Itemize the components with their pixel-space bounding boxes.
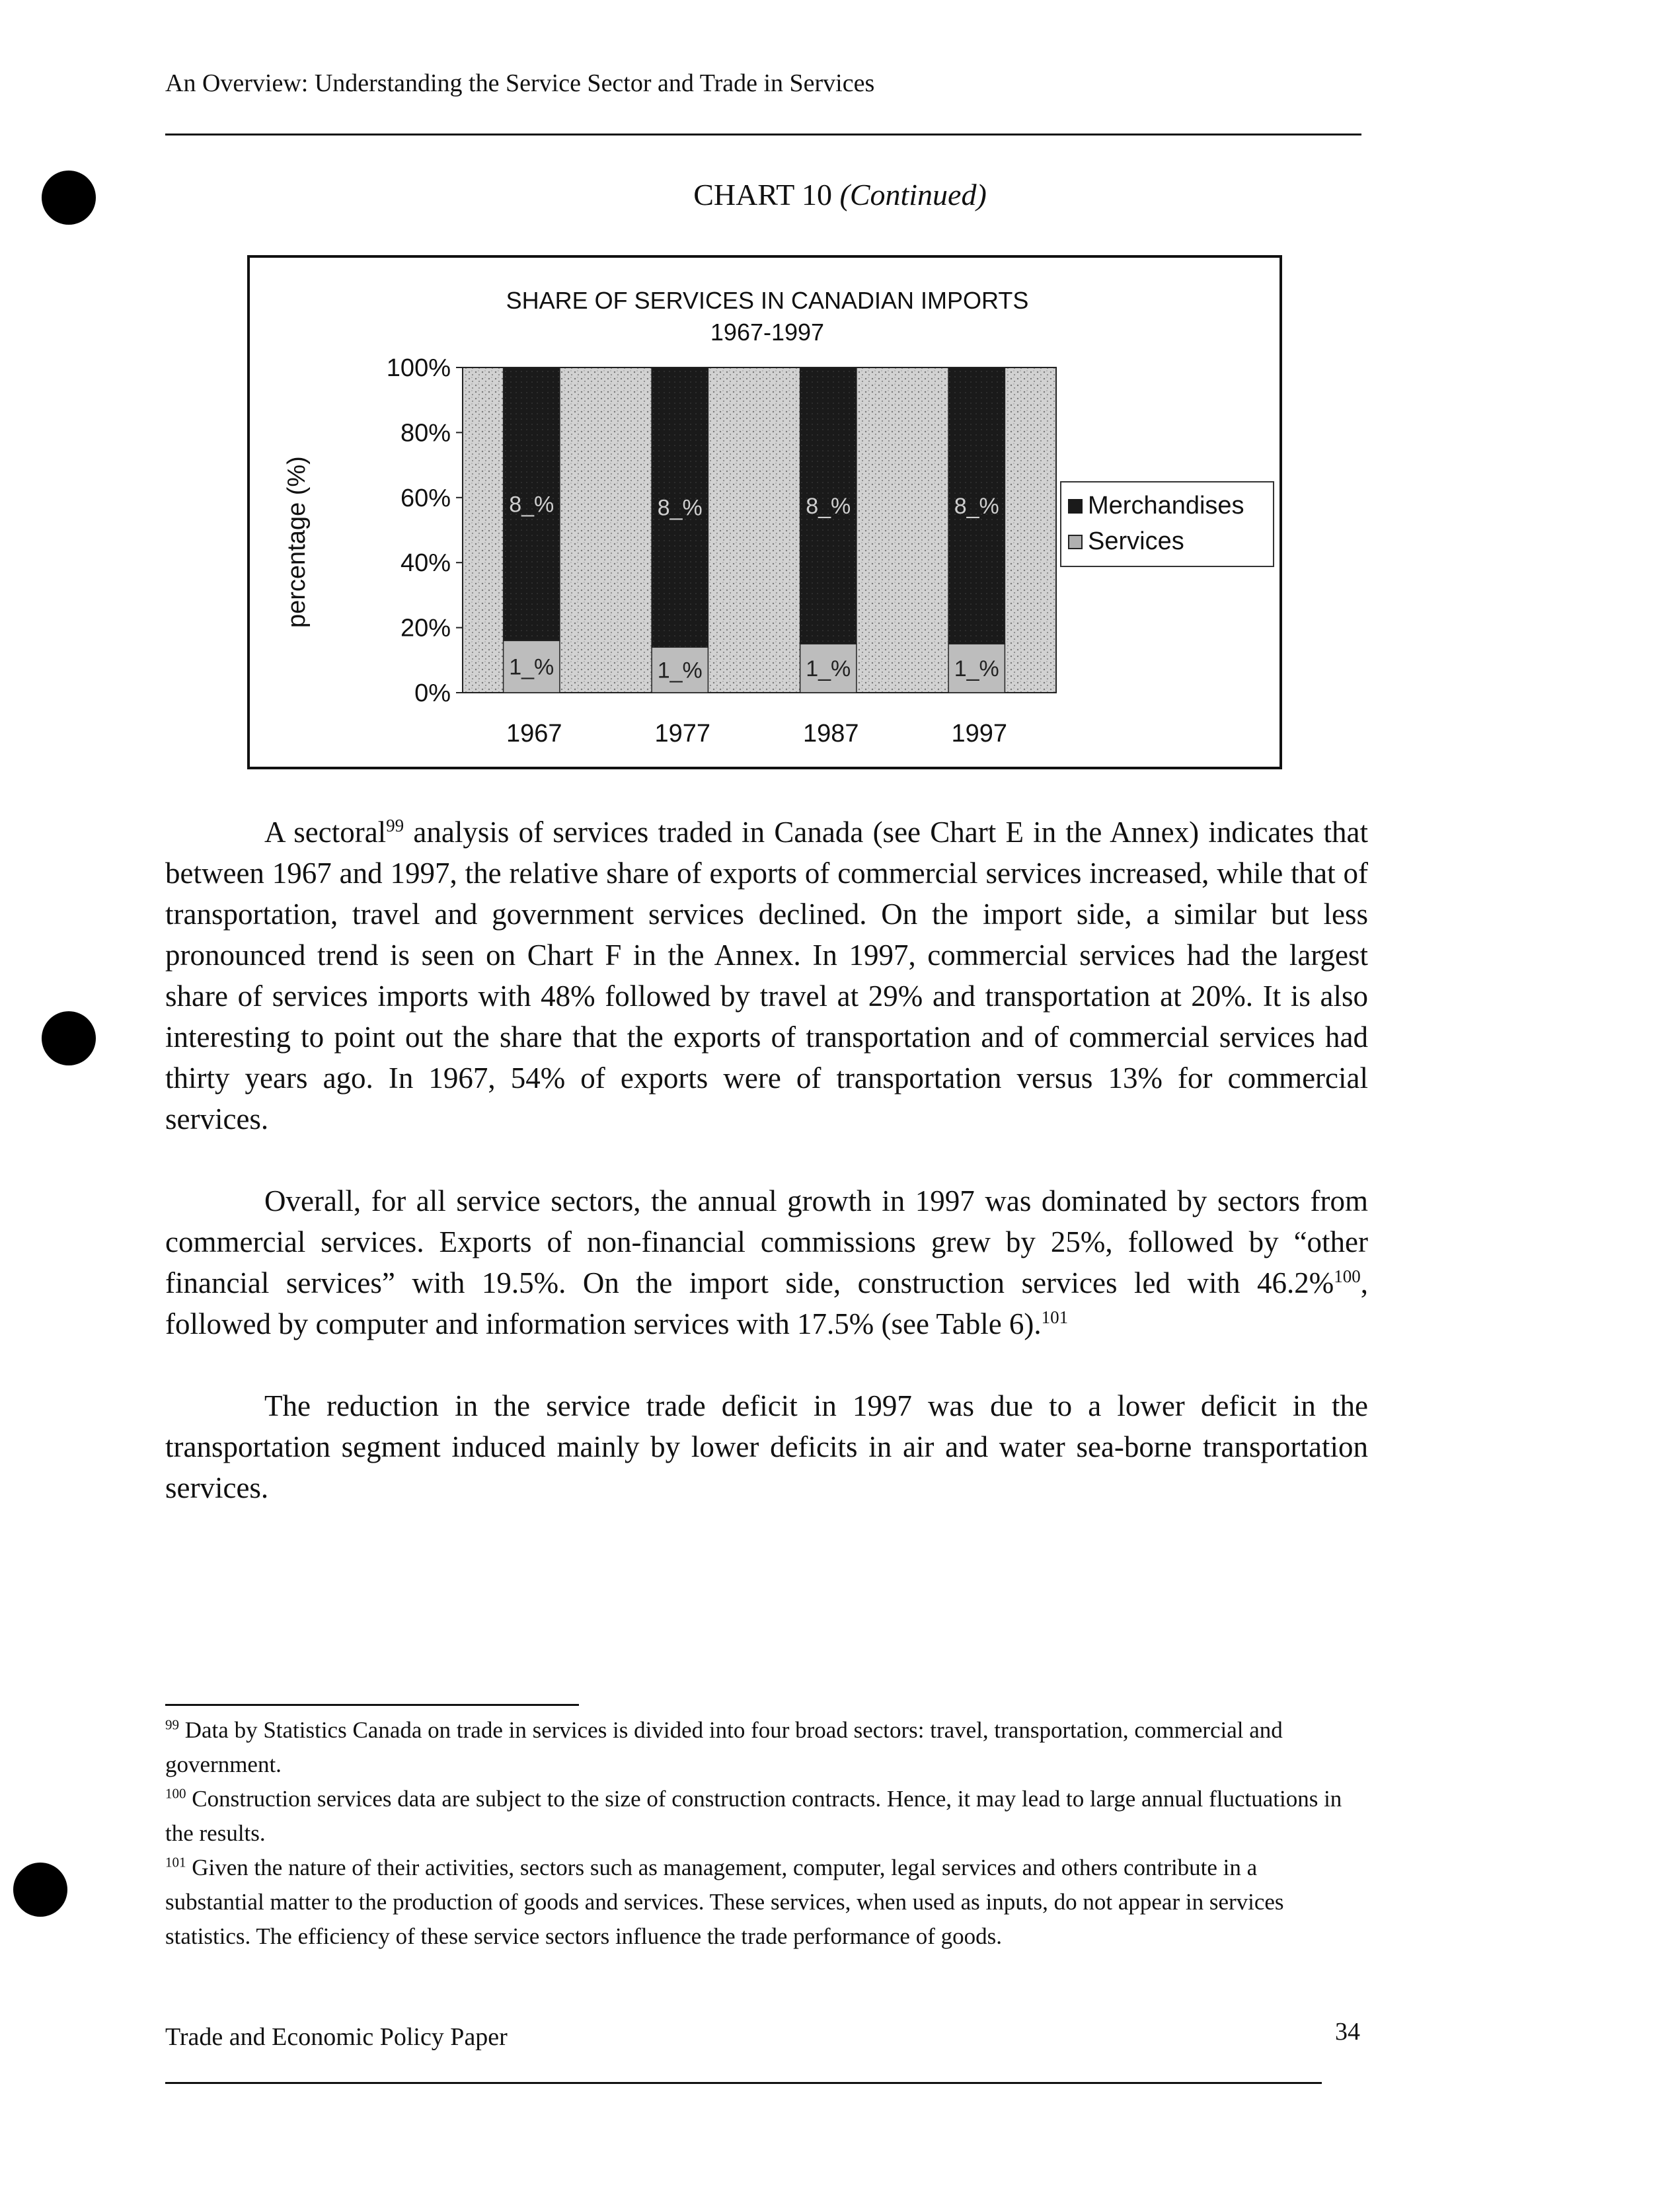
header-rule <box>165 134 1361 135</box>
paragraph-2-text-b: , followed by computer and information services with 17.5% (see Table 6). <box>165 1266 1368 1340</box>
data-label-services-1997: 1_% <box>954 656 999 682</box>
x-tick-label-1987: 1987 <box>802 720 859 748</box>
data-label-services-1977: 1_% <box>657 658 703 683</box>
x-tick-label-1977: 1977 <box>654 720 711 748</box>
chart-subtitle: 1967-1997 <box>710 319 825 346</box>
paragraph-3 <box>165 1385 1368 1508</box>
footnotes <box>165 1713 1348 1954</box>
data-label-merchandises-1987: 8_% <box>806 494 851 520</box>
chart-frame <box>247 255 1282 769</box>
chart-heading-number: CHART 10 <box>693 178 840 212</box>
running-footer: Trade and Economic Policy Paper <box>165 2023 508 2051</box>
footnote-100 <box>165 1782 1348 1851</box>
paragraph-1 <box>165 812 1368 1139</box>
y-tick-label: 0% <box>414 679 451 707</box>
y-axis-label: percentage (%) <box>283 456 311 628</box>
y-tick-label: 20% <box>400 614 451 642</box>
data-label-services-1967: 1_% <box>509 654 554 680</box>
legend-item-services <box>1068 527 1184 556</box>
footnote-ref-100: 100 <box>1334 1266 1361 1286</box>
footnote-101-number: 101 <box>165 1854 186 1870</box>
x-tick-label-1967: 1967 <box>506 720 562 748</box>
chart-legend <box>1060 481 1274 567</box>
y-ticks <box>387 354 463 707</box>
footer-rule <box>165 2082 1322 2084</box>
y-tick-label: 60% <box>400 484 451 512</box>
paragraph-3-text: The reduction in the service trade deficit in 1997 was due to a lower deficit in the transportation segment induced mainly by lower deficits in air and water sea-borne transportation services. <box>165 1389 1368 1504</box>
legend-label-merchandises: Merchandises <box>1088 492 1244 520</box>
legend-item-merchandises <box>1068 492 1244 520</box>
footnote-101-text: Given the nature of their activities, sectors such as management, computer, legal services and others contribute in a substantial matter to the production of goods and services. These services, when used as inputs, do not appear in services statistics. The efficiency of these service sectors influence the trade performance of goods. <box>165 1855 1284 1949</box>
data-label-merchandises-1997: 8_% <box>954 494 999 520</box>
footnote-99-number: 99 <box>165 1716 179 1733</box>
data-label-merchandises-1977: 8_% <box>657 495 703 521</box>
body-text <box>165 812 1368 1508</box>
chart-title: SHARE OF SERVICES IN CANADIAN IMPORTS <box>506 287 1029 314</box>
paragraph-2 <box>165 1180 1368 1344</box>
y-tick-label: 40% <box>400 549 451 578</box>
punch-hole-middle <box>42 1011 96 1065</box>
x-tick-label-1997: 1997 <box>951 720 1008 748</box>
paragraph-1-text-a: A sectoral <box>264 816 387 849</box>
footnote-101 <box>165 1851 1348 1954</box>
footnote-ref-101: 101 <box>1041 1307 1069 1327</box>
page-number: 34 <box>1335 2018 1360 2046</box>
paragraph-2-text-a: Overall, for all service sectors, the annual growth in 1997 was dominated by sectors from commercial services. Exports of non-financial commissions grew by 25%, followed by “other financial services” with 19.5%. On the import side, construction services led with 46.2% <box>165 1184 1368 1299</box>
footnote-100-number: 100 <box>165 1785 186 1802</box>
data-label-merchandises-1967: 8_% <box>509 492 554 518</box>
footnote-ref-99: 99 <box>386 816 404 835</box>
legend-swatch-services <box>1068 535 1083 549</box>
footnote-100-text: Construction services data are subject to the size of construction contracts. Hence, it may lead to large annual fluctuations in the results. <box>165 1786 1342 1846</box>
y-tick-label: 100% <box>386 354 451 382</box>
running-header: An Overview: Understanding the Service Sector and Trade in Services <box>165 69 875 97</box>
x-tick-labels <box>506 720 1007 748</box>
legend-swatch-merchandises <box>1068 499 1083 514</box>
footnote-rule <box>165 1704 579 1706</box>
data-label-services-1987: 1_% <box>806 656 851 682</box>
punch-hole-bottom <box>13 1863 67 1917</box>
y-tick-label: 80% <box>400 419 451 447</box>
paragraph-1-text-b: analysis of services traded in Canada (see Chart E in the Annex) indicates that between 1967 and 1997, the relative share of exports of commercial services increased, while that of transportation, travel and government services declined. On the import side, a similar but less pronounced trend is seen on Chart F in the Annex. In 1997, commercial services had the largest share of services imports with 48% followed by travel at 29% and transportation at 20%. It is also interesting to point out the share that the exports of transportation and of commercial services had thirty years ago. In 1967, 54% of exports were of transportation versus 13% for commercial services. <box>165 816 1368 1136</box>
footnote-99 <box>165 1713 1348 1782</box>
legend-label-services: Services <box>1088 527 1184 555</box>
chart-heading <box>0 177 1680 212</box>
footnote-99-text: Data by Statistics Canada on trade in services is divided into four broad sectors: travel, transportation, commercial and government. <box>165 1717 1283 1777</box>
chart-heading-continued: (Continued) <box>839 178 987 212</box>
